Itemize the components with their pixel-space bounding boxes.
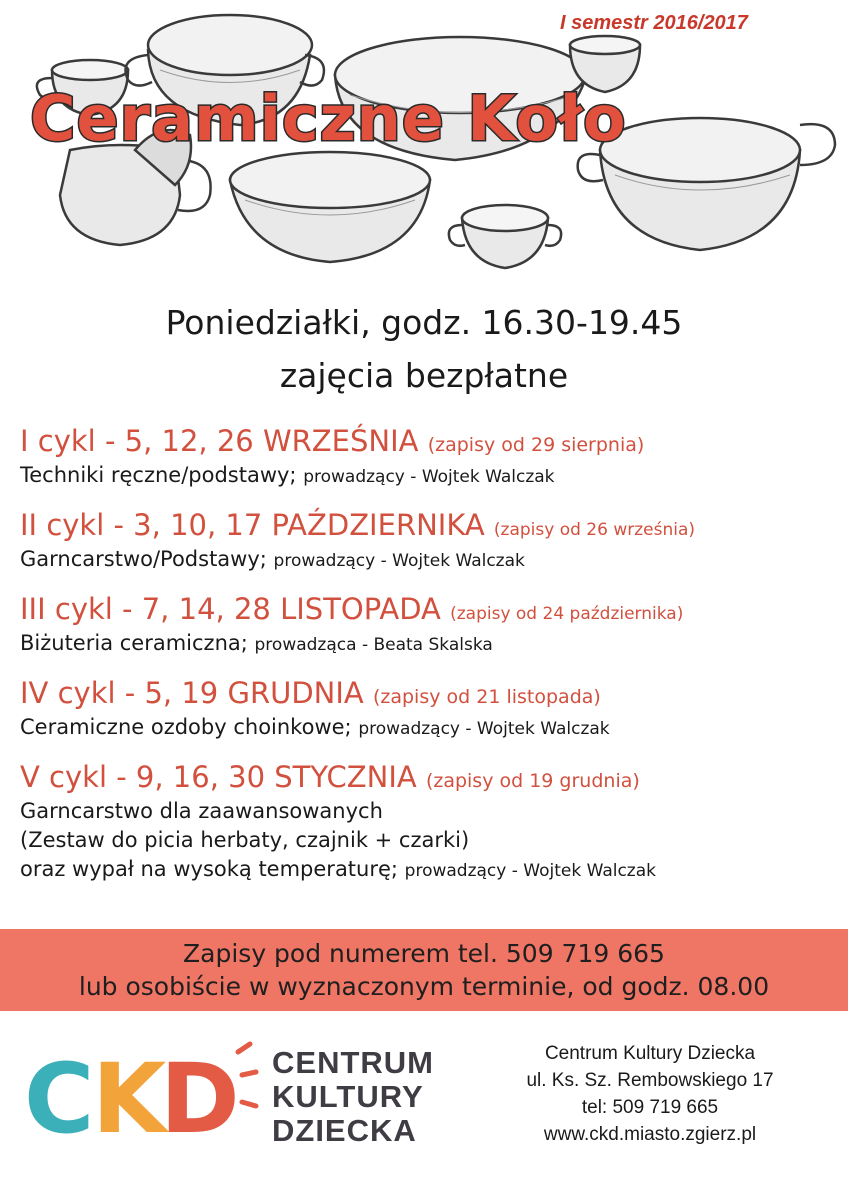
cycle-1-dates: I cykl - 5, 12, 26 WRZEŚNIA	[20, 424, 419, 458]
cycle-5-dates: V cykl - 9, 16, 30 STYCZNIA	[20, 760, 417, 794]
cycle-4-leader: prowadzący - Wojtek Walczak	[358, 719, 610, 739]
signup-in-person: lub osobiście w wyznaczonym terminie, od godz. 08.00	[78, 972, 770, 1001]
contact-website-link[interactable]: www.ckd.miasto.zgierz.pl	[543, 1124, 757, 1145]
cycle-2-leader: prowadzący - Wojtek Walczak	[273, 551, 525, 571]
contact-phone[interactable]: tel: 509 719 665	[581, 1097, 719, 1118]
signup-banner	[0, 929, 848, 1011]
logo-letter-c: C	[24, 1043, 95, 1150]
cycle-5-line-3: oraz wypał na wysoką temperaturę;	[20, 857, 398, 881]
cycle-5-leader: prowadzący - Wojtek Walczak	[404, 861, 656, 881]
logo-word-1: CENTRUM	[272, 1045, 434, 1080]
schedule-hours: Poniedziałki, godz. 16.30-19.45	[165, 303, 683, 342]
logo-letter-d: D	[160, 1043, 240, 1150]
logo-wordmark	[272, 1046, 434, 1148]
cycle-3-dates: III cykl - 7, 14, 28 LISTOPADA	[20, 592, 441, 626]
sugar-bowl-icon	[449, 205, 561, 268]
cycle-1-heading	[20, 424, 644, 458]
cycle-3-signup: (zapisy od 24 października)	[450, 604, 684, 624]
cycle-1-signup: (zapisy od 29 sierpnia)	[427, 434, 645, 456]
cycle-2-description	[20, 547, 525, 571]
contact-block	[470, 1040, 830, 1148]
cycle-4-topic: Ceramiczne ozdoby choinkowe;	[20, 715, 352, 739]
cycle-1-description	[20, 463, 555, 487]
cycle-5-line-2: (Zestaw do picia herbaty, czajnik + czarki)	[20, 828, 470, 852]
cycle-3-leader: prowadząca - Beata Skalska	[254, 635, 493, 655]
center-bowl-icon	[230, 152, 430, 262]
cycle-4-signup: (zapisy od 21 listopada)	[372, 686, 601, 708]
logo-word-3: DZIECKA	[272, 1113, 417, 1148]
logo-letter-k: K	[92, 1043, 167, 1150]
cycle-5-line-1: Garncarstwo dla zaawansowanych	[20, 799, 383, 823]
cycle-2-signup: (zapisy od 26 września)	[493, 520, 696, 540]
sun-rays-icon	[238, 1044, 256, 1106]
cycle-2-topic: Garncarstwo/Podstawy;	[20, 547, 267, 571]
logo-word-2: KULTURY	[272, 1079, 424, 1114]
semester-label: I semestr 2016/2017	[560, 12, 748, 34]
cycle-4-dates: IV cykl - 5, 19 GRUDNIA	[20, 676, 364, 710]
contact-name: Centrum Kultury Dziecka	[544, 1043, 756, 1064]
cycle-3-topic: Biżuteria ceramiczna;	[20, 631, 248, 655]
free-classes-note: zajęcia bezpłatne	[279, 356, 569, 395]
cycle-2-dates: II cykl - 3, 10, 17 PAŹDZIERNIKA	[20, 508, 485, 542]
cycle-3-description	[20, 631, 493, 655]
contact-address: ul. Ks. Sz. Rembowskiego 17	[526, 1070, 774, 1091]
cycle-3-heading	[20, 592, 683, 626]
cycle-4-description	[20, 715, 610, 739]
signup-phone: Zapisy pod numerem tel. 509 719 665	[183, 939, 665, 968]
ckd-logo	[20, 1040, 260, 1150]
cycle-5-signup: (zapisy od 19 grudnia)	[425, 770, 640, 792]
cycle-1-topic: Techniki ręczne/podstawy;	[20, 463, 297, 487]
cycle-2-heading	[20, 508, 695, 542]
cycle-5-heading	[20, 760, 640, 794]
page-title: Ceramiczne Koło	[30, 82, 627, 155]
cycle-1-leader: prowadzący - Wojtek Walczak	[303, 467, 555, 487]
cycle-5-description	[20, 857, 656, 881]
cycle-4-heading	[20, 676, 601, 710]
